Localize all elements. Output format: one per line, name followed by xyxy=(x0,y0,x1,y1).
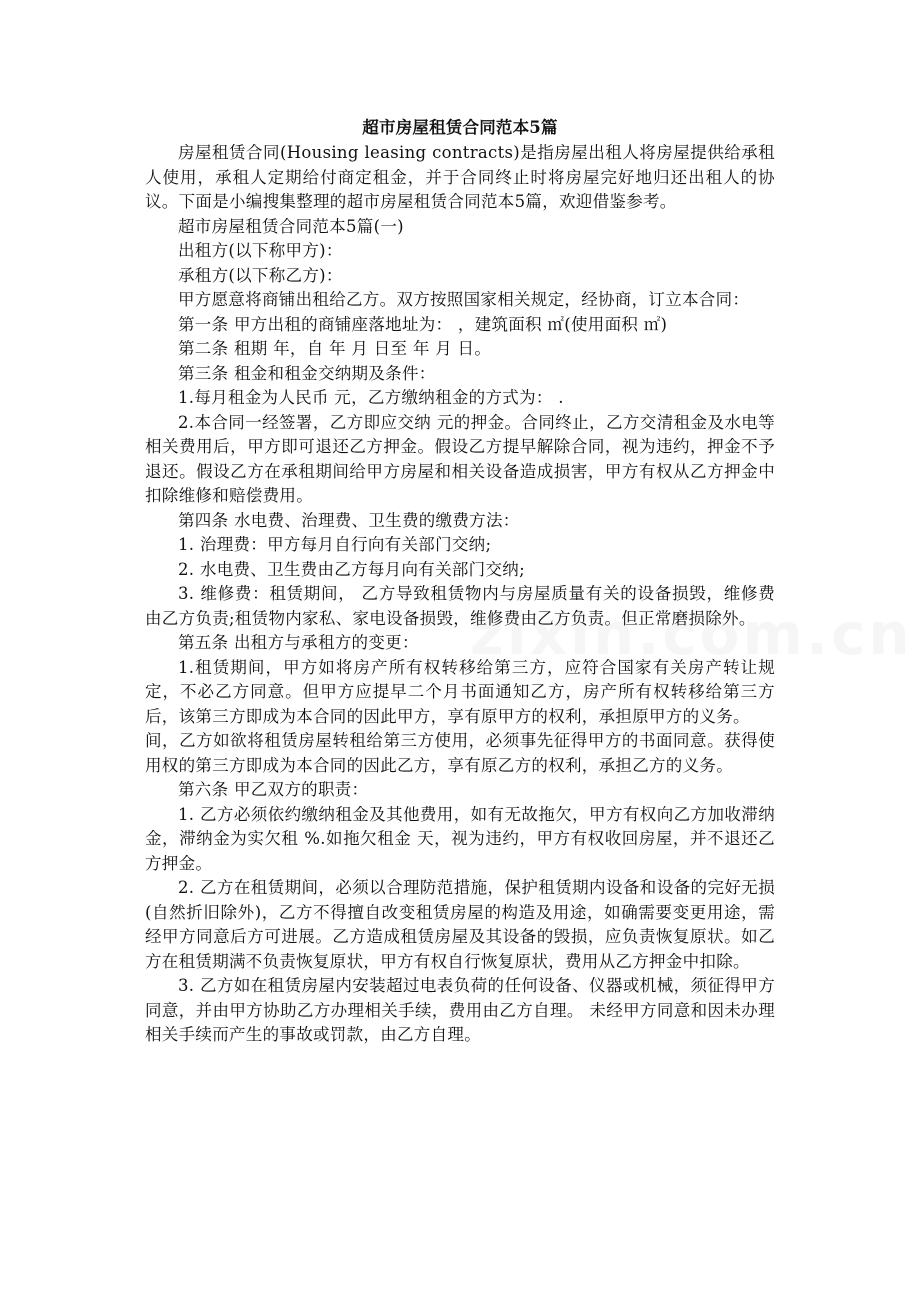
paragraph: 2.本合同一经签署，乙方即应交纳 元的押金。合同终止，乙方交清租金及水电等相关费用后，甲方即可退还乙方押金。假设乙方提早解除合同，视为违约，押金不予退还。假设乙方在承租期间给甲方房屋和相关设备造成损害，甲方有权从乙方押金中扣除维修和赔偿费用。 xyxy=(145,412,775,505)
paragraph: 第三条 租金和租金交纳期及条件： xyxy=(178,363,436,383)
paragraph: 1. 治理费：甲方每月自行向有关部门交纳; xyxy=(178,535,492,554)
paragraph: 1. 乙方必须依约缴纳租金及其他费用，如有无故拖欠，甲方有权向乙方加收滞纳金，滞纳金为实欠租 %.如拖欠租金 天，视为违约，甲方有权收回房屋，并不退还乙方押金。 xyxy=(145,804,775,873)
paragraph: 第二条 租期 年，自 年 月 日至 年 月 日。 xyxy=(178,339,492,358)
paragraph: 房屋租赁合同(Housing leasing contracts)是指房屋出租人将房屋提供给承租人使用，承租人定期给付商定租金，并于合同终止时将房屋完好地归还出租人的协议。下面是小编搜集整理的超市房屋租赁合同范本5篇，欢迎借鉴参考。 xyxy=(145,143,775,211)
paragraph: 第四条 水电费、治理费、卫生费的缴费方法： xyxy=(178,510,520,530)
paragraph: 第五条 出租方与承租方的变更： xyxy=(178,633,419,652)
document-title: 超市房屋租赁合同范本5篇 xyxy=(362,118,558,137)
paragraph: 2. 水电费、卫生费由乙方每月向有关部门交纳; xyxy=(178,559,525,579)
paragraph: 承租方(以下称乙方)： xyxy=(178,265,343,285)
paragraph: 间，乙方如欲将租赁房屋转租给第三方使用，必须事先征得甲方的书面同意。获得使用权的第三方即成为本合同的因此乙方，享有原乙方的权利，承担乙方的义务。 xyxy=(145,731,775,775)
paragraph: 超市房屋租赁合同范本5篇(一) xyxy=(178,216,404,236)
paragraph: 3. 维修费：租赁期间， 乙方导致租赁物内与房屋质量有关的设备损毁，维修费由乙方负责;租赁物内家私、家电设备损毁，维修费由乙方负责。但正常磨损除外。 xyxy=(145,584,775,628)
paragraph: 3. 乙方如在租赁房屋内安装超过电表负荷的任何设备、仪器或机械，须征得甲方同意，并由甲方协助乙方办理相关手续，费用由乙方自理。 未经甲方同意和因未办理相关手续而产生的事故或罚款，由乙方自理。 xyxy=(145,976,775,1044)
paragraph: 第一条 甲方出租的商铺座落地址为： ，建筑面积 ㎡(使用面积 ㎡) xyxy=(178,314,668,334)
paragraph: 甲方愿意将商铺出租给乙方。双方按照国家相关规定，经协商，订立本合同： xyxy=(178,290,750,309)
paragraph: 1.租赁期间，甲方如将房产所有权转移给第三方，应符合国家有关房产转让规定，不必乙方同意。但甲方应提早二个月书面通知乙方，房产所有权转移给第三方后，该第三方即成为本合同的因此甲方，享有原甲方的权利，承担原甲方的义务。 xyxy=(145,657,775,726)
document-page xyxy=(145,116,775,1048)
paragraph: 第六条 甲乙双方的职责： xyxy=(178,780,369,799)
paragraph: 2. 乙方在租赁期间，必须以合理防范措施，保护租赁期内设备和设备的完好无损(自然折旧除外)，乙方不得擅自改变租赁房屋的构造及用途，如确需要变更用途，需经甲方同意后方可进展。乙方造成租赁房屋及其设备的毁损，应负责恢复原状。如乙方在租赁期满不负责恢复原状，甲方有权自行恢复原状，费用从乙方押金中扣除。 xyxy=(145,878,775,971)
document-body xyxy=(145,141,775,1048)
paragraph: 1.每月租金为人民币 元，乙方缴纳租金的方式为： . xyxy=(178,388,564,407)
paragraph: 出租方(以下称甲方)： xyxy=(178,241,343,260)
